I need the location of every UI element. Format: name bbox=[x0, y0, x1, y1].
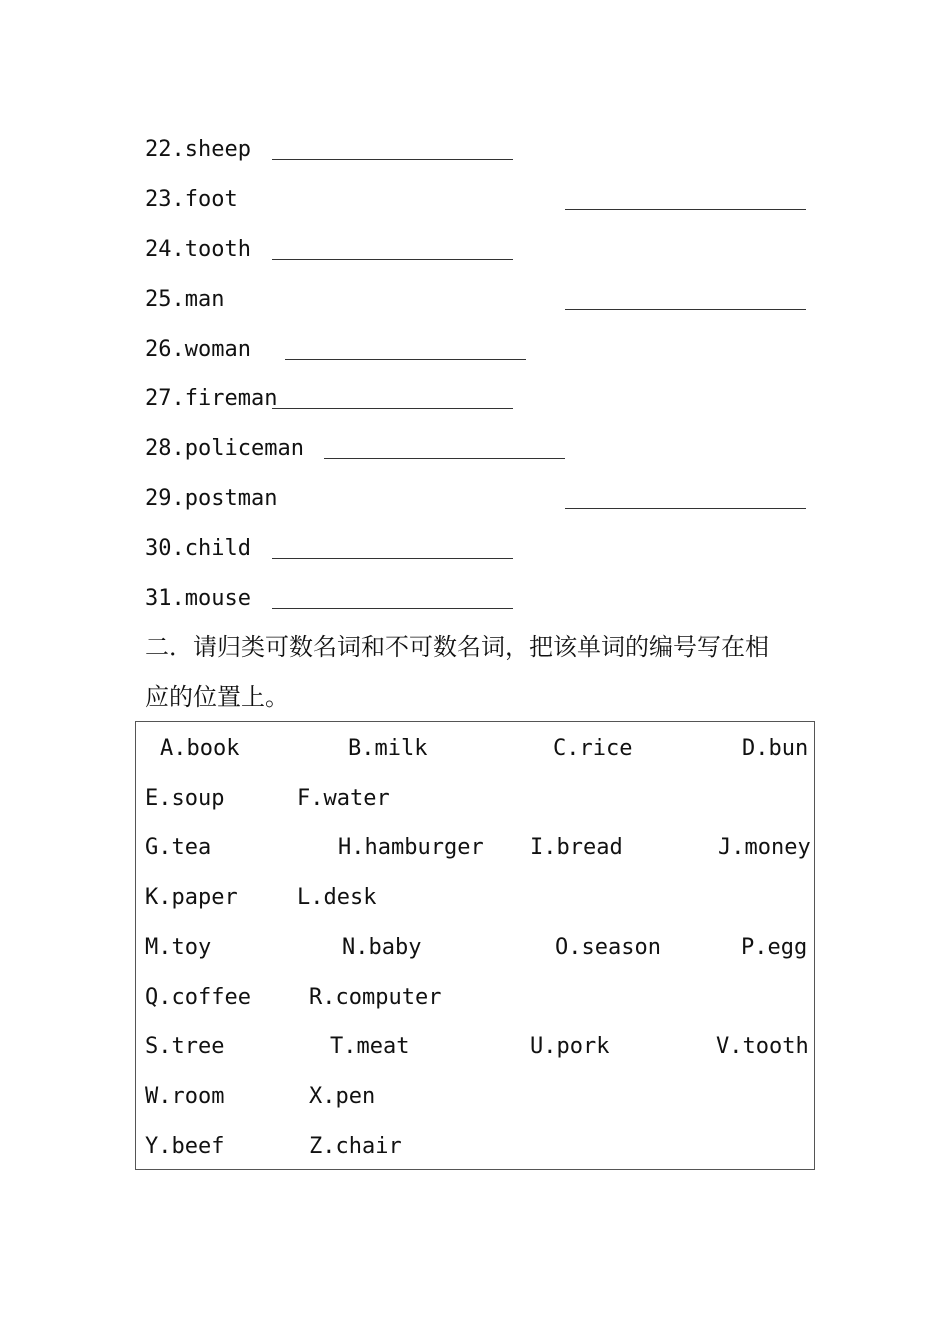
item-label: 26.woman bbox=[145, 337, 251, 362]
word-item: J.money bbox=[718, 835, 811, 860]
word-box bbox=[135, 721, 815, 1170]
answer-blank[interactable] bbox=[565, 309, 806, 310]
answer-blank[interactable] bbox=[565, 209, 806, 210]
item-label: 23.foot bbox=[145, 187, 238, 212]
item-label: 25.man bbox=[145, 287, 225, 312]
instruction-line-2: 应的位置上。 bbox=[145, 683, 289, 711]
item-label: 28.policeman bbox=[145, 436, 304, 461]
item-label: 22.sheep bbox=[145, 137, 251, 162]
word-item: W.room bbox=[145, 1084, 225, 1109]
word-item: S.tree bbox=[145, 1034, 225, 1059]
answer-blank[interactable] bbox=[272, 159, 513, 160]
section-instruction bbox=[145, 622, 825, 722]
word-item: U.pork bbox=[530, 1034, 610, 1059]
word-item: Y.beef bbox=[145, 1134, 225, 1159]
word-item: R.computer bbox=[309, 985, 442, 1010]
word-item: Q.coffee bbox=[145, 985, 251, 1010]
word-item: Z.chair bbox=[309, 1134, 402, 1159]
item-label: 29.postman bbox=[145, 486, 278, 511]
instruction-line-1: 二．请归类可数名词和不可数名词，把该单词的编号写在相 bbox=[145, 633, 769, 661]
answer-blank[interactable] bbox=[272, 408, 513, 409]
word-item: V.tooth bbox=[716, 1034, 809, 1059]
item-label: 24.tooth bbox=[145, 237, 251, 262]
answer-blank[interactable] bbox=[272, 608, 513, 609]
word-item: M.toy bbox=[145, 935, 212, 960]
word-item: O.season bbox=[555, 935, 661, 960]
word-item: P.egg bbox=[741, 935, 808, 960]
word-item: E.soup bbox=[145, 786, 225, 811]
word-item: N.baby bbox=[342, 935, 422, 960]
answer-blank[interactable] bbox=[272, 259, 513, 260]
word-item: K.paper bbox=[145, 885, 238, 910]
answer-blank[interactable] bbox=[272, 558, 513, 559]
word-item: C.rice bbox=[553, 736, 633, 761]
answer-blank[interactable] bbox=[324, 458, 565, 459]
item-label: 31.mouse bbox=[145, 586, 251, 611]
word-item: A.book bbox=[160, 736, 240, 761]
item-label: 27.fireman bbox=[145, 386, 278, 411]
word-item: G.tea bbox=[145, 835, 212, 860]
item-label: 30.child bbox=[145, 536, 251, 561]
word-item: X.pen bbox=[309, 1084, 376, 1109]
word-item: B.milk bbox=[348, 736, 428, 761]
word-item: H.hamburger bbox=[338, 835, 484, 860]
answer-blank[interactable] bbox=[565, 508, 806, 509]
word-item: D.bun bbox=[742, 736, 809, 761]
word-item: T.meat bbox=[330, 1034, 410, 1059]
word-item: F.water bbox=[297, 786, 390, 811]
word-item: L.desk bbox=[297, 885, 377, 910]
word-item: I.bread bbox=[530, 835, 623, 860]
answer-blank[interactable] bbox=[285, 359, 526, 360]
